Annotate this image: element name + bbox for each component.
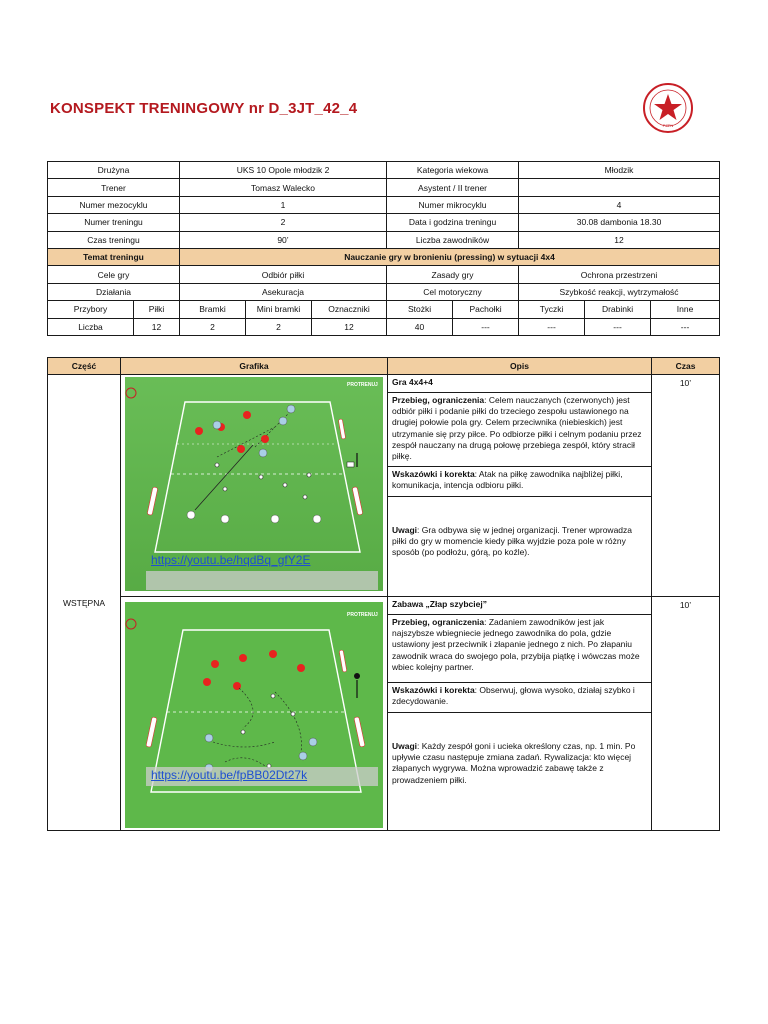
exercise-2-description [388, 597, 652, 831]
rules-label: Zasady gry [387, 266, 519, 283]
goals-value: Odbiór piłki [180, 266, 387, 283]
exercise-2-time: 10’ [652, 597, 720, 831]
microcycle-value: 4 [519, 196, 720, 213]
players-label: Liczba zawodników [387, 231, 519, 248]
equipment-header: Pachołki [453, 301, 519, 318]
equipment-count: --- [519, 318, 585, 335]
exercise-table [47, 357, 720, 831]
equipment-count: --- [585, 318, 651, 335]
exercise-2-video-link[interactable]: https://youtu.be/fpBB02Dt27k [151, 768, 308, 782]
field-brand: PROTRENUJ [347, 612, 378, 618]
equipment-header: Oznaczniki [312, 301, 387, 318]
graphic-header: Grafika [121, 358, 388, 375]
desc-header: Opis [388, 358, 652, 375]
tips-text: : Obserwuj, głowa wysoko, działaj szybko i zdecydowanie. [392, 685, 635, 707]
actions-value: Asekuracja [180, 283, 387, 300]
date-label: Data i godzina treningu [387, 214, 519, 231]
notes-text: : Każdy zespół goni i ucieka określony czas, np. 1 min. Po upływie czasu następuje zmiana zadań. Rywalizacja: kto więcej złapanych wygrywa. Można wprowadzić zabawę także z prowadzeniem piłki. [392, 741, 636, 785]
exercise-1-course [388, 393, 651, 467]
players-value: 12 [519, 231, 720, 248]
equipment-header: Mini bramki [246, 301, 312, 318]
field-brand: PROTRENUJ [347, 382, 378, 388]
notes-text: : Gra odbywa się w jednej organizacji. Trener wprowadza piłki do gry w momencie kiedy piłka wyjdzie poza pole w różny sposób (po podłożu, górą, po koźle). [392, 525, 632, 558]
equipment-count: --- [651, 318, 720, 335]
training-number-value: 2 [180, 214, 387, 231]
part-header: Część [48, 358, 121, 375]
training-info-table [47, 161, 720, 336]
rules-value: Ochrona przestrzeni [519, 266, 720, 283]
equipment-header: Drabinki [585, 301, 651, 318]
tips-label: Wskazówki i korekta [392, 685, 475, 695]
coach-value: Tomasz Walecko [180, 179, 387, 196]
part-name: WSTĘPNA [48, 375, 121, 831]
topic-label: Temat treningu [48, 248, 180, 265]
equipment-count: 12 [134, 318, 180, 335]
exercise-1-tips [388, 467, 651, 497]
tips-text: : Atak na piłkę zawodnika najbliżej piłki, komunikacja, intencja odbioru piłki. [392, 469, 623, 491]
notes-label: Uwagi [392, 741, 418, 751]
exercise-2-tips [388, 683, 651, 713]
mesocycle-label: Numer mezocyklu [48, 196, 180, 213]
exercise-1-video-link[interactable]: https://youtu.be/hqdBq_gfY2E [151, 553, 311, 567]
equipment-header: Tyczki [519, 301, 585, 318]
microcycle-label: Numer mikrocyklu [387, 196, 519, 213]
certificate-logo [642, 82, 694, 134]
date-value: 30.08 dambonia 18.30 [519, 214, 720, 231]
tips-label: Wskazówki i korekta [392, 469, 475, 479]
equipment-count: --- [453, 318, 519, 335]
notes-label: Uwagi [392, 525, 418, 535]
course-label: Przebieg, ograniczenia [392, 617, 485, 627]
equipment-count: 2 [246, 318, 312, 335]
actions-label: Działania [48, 283, 180, 300]
course-text: : Zadaniem zawodników jest jak najszybsze wbiegniecie jednego zawodnika do pola, gdzie ustawiony jest przeciwnik i złapanie jednego z nich. Po złapaniu zawodnik wraca do swojego pola, przybija piątkę i wówczas może wbiec kolejny partner. [392, 617, 640, 672]
equipment-header: Bramki [180, 301, 246, 318]
exercise-1-graphic [121, 375, 388, 597]
goals-label: Cele gry [48, 266, 180, 283]
time-header: Czas [652, 358, 720, 375]
equipment-count: 12 [312, 318, 387, 335]
exercise-1-notes [388, 497, 651, 596]
exercise-1-description [388, 375, 652, 597]
mesocycle-value: 1 [180, 196, 387, 213]
course-label: Przebieg, ograniczenia [392, 395, 485, 405]
exercise-1-link-band [146, 571, 378, 590]
exercise-2-graphic [121, 597, 388, 831]
exercise-2-course [388, 615, 651, 683]
team-value: UKS 10 Opole młodzik 2 [180, 162, 387, 179]
equipment-count: 40 [387, 318, 453, 335]
assistant-label: Asystent / II trener [387, 179, 519, 196]
exercise-1-time: 10’ [652, 375, 720, 597]
duration-label: Czas treningu [48, 231, 180, 248]
exercise-1-title: Gra 4x4+4 [388, 375, 651, 393]
count-label: Liczba [48, 318, 134, 335]
exercise-2-notes [388, 713, 651, 830]
motor-value: Szybkość reakcji, wytrzymałość [519, 283, 720, 300]
age-label: Kategoria wiekowa [387, 162, 519, 179]
equipment-label: Przybory [48, 301, 134, 318]
equipment-header: Inne [651, 301, 720, 318]
topic-value: Nauczanie gry w bronieniu (pressing) w sytuacji 4x4 [180, 248, 720, 265]
assistant-value [519, 179, 720, 196]
exercise-2-title: Zabawa „Złap szybciej” [388, 597, 651, 615]
team-label: Drużyna [48, 162, 180, 179]
equipment-header: Piłki [134, 301, 180, 318]
page-title: KONSPEKT TRENINGOWY nr D_3JT_42_4 [50, 100, 358, 117]
motor-label: Cel motoryczny [387, 283, 519, 300]
age-value: Młodzik [519, 162, 720, 179]
course-text: : Celem nauczanych (czerwonych) jest odbiór piłki i podanie piłki do trzeciego zespołu ustawionego na drugiej połowie pola gry. Celem przeciwnika (niebieskich) jest utrzymanie się przy piłce. Po odbiorze piłki i celnym podaniu przez zespół nauczany na drugą połowę przebiega zespół, który stracił piłkę. [392, 395, 642, 462]
coach-label: Trener [48, 179, 180, 196]
training-number-label: Numer treningu [48, 214, 180, 231]
equipment-header: Stożki [387, 301, 453, 318]
equipment-count: 2 [180, 318, 246, 335]
exercise-2-field-diagram [125, 602, 383, 828]
svg-text:PZPN: PZPN [662, 123, 674, 128]
duration-value: 90’ [180, 231, 387, 248]
